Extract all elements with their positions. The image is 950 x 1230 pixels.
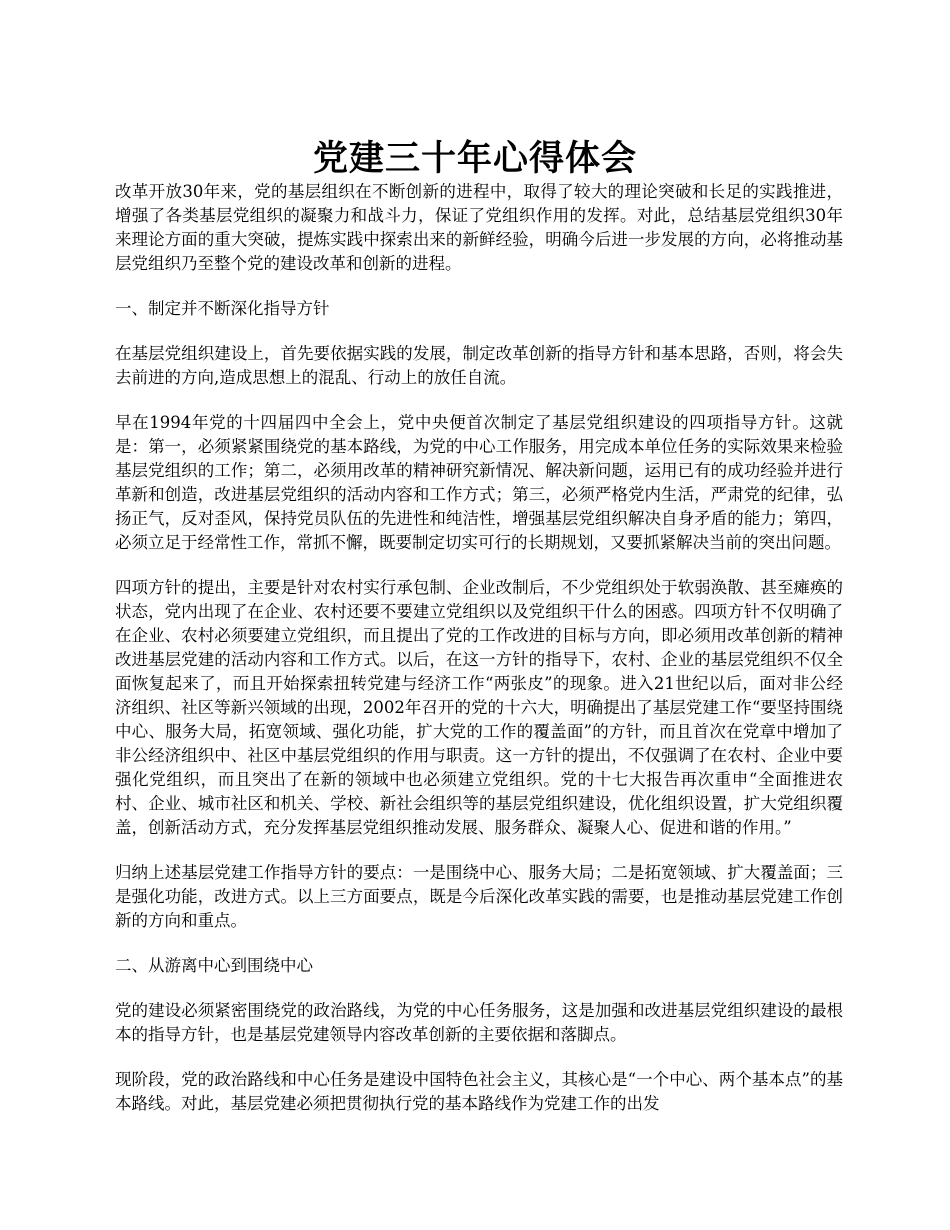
paragraph-intro: 改革开放30年来，党的基层组织在不断创新的进程中，取得了较大的理论突破和长足的实践推进，增强了各类基层党组织的凝聚力和战斗力，保证了党组织作用的发挥。对此，总结基层党组织30年来理论方面的重大突破，提炼实践中探索出来的新鲜经验，明确今后进一步发展的方向，必将推动基层党组织乃至整个党的建设改革和创新的进程。 [115, 182, 843, 273]
paragraph: 归纳上述基层党建工作指导方针的要点：一是围绕中心、服务大局；二是拓宽领域、扩大覆盖面；三是强化功能，改进方式。以上三方面要点，既是今后深化改革实践的需要，也是推动基层党建工作创新的方向和重点。 [115, 863, 843, 930]
paragraph: 四项方针的提出，主要是针对农村实行承包制、企业改制后，不少党组织处于软弱涣散、甚至瘫痪的状态，党内出现了在企业、农村还要不要建立党组织以及党组织干什么的困惑。四项方针不仅明确了在企业、农村必须要建立党组织，而且提出了党的工作改进的目标与方向，即必须用改革创新的精神改进基层党建的活动内容和工作方式。以后，在这一方针的指导下，农村、企业的基层党组织不仅全面恢复起来了，而且开始探索扭转党建与经济工作“两张皮”的现象。进入21世纪以后，面对非公经济组织、社区等新兴领域的出现，2002年召开的党的十六大，明确提出了基层党建工作“要坚持围绕中心、服务大局，拓宽领域、强化功能，扩大党的工作的覆盖面”的方针，而且首次在党章中增加了非公经济组织中、社区中基层党组织的作用与职责。这一方针的提出，不仅强调了在农村、企业中要强化党组织，而且突出了在新的领域中也必须建立党组织。党的十七大报告再次重申“全面推进农村、企业、城市社区和机关、学校、新社会组织等的基层党组织建设，优化组织设置，扩大党组织覆盖，创新活动方式，充分发挥基层党组织推动发展、服务群众、凝聚人心、促进和谐的作用。” [115, 578, 843, 837]
page-title: 党建三十年心得体会 [312, 138, 637, 180]
section-heading-2: 二、从游离中心到围绕中心 [115, 956, 313, 975]
section-heading-1: 一、制定并不断深化指导方针 [115, 299, 330, 318]
paragraph: 现阶段，党的政治路线和中心任务是建设中国特色社会主义，其核心是“一个中心、两个基本点”的基本路线。对此，基层党建必须把贯彻执行党的基本路线作为党建工作的出发 [115, 1070, 843, 1113]
paragraph: 在基层党组织建设上，首先要依据实践的发展，制定改革创新的指导方针和基本思路，否则，将会失去前进的方向,造成思想上的混乱、行动上的放任自流。 [115, 344, 843, 387]
paragraph: 党的建设必须紧密围绕党的政治路线，为党的中心任务服务，这是加强和改进基层党组织建设的最根本的指导方针，也是基层党建领导内容改革创新的主要依据和落脚点。 [115, 1001, 843, 1044]
paragraph: 早在1994年党的十四届四中全会上，党中央便首次制定了基层党组织建设的四项指导方针。这就是：第一，必须紧紧围绕党的基本路线，为党的中心工作服务，用完成本单位任务的实际效果来检验基层党组织的工作；第二，必须用改革的精神研究新情况、解决新问题，运用已有的成功经验并进行革新和创造，改进基层党组织的活动内容和工作方式；第三，必须严格党内生活，严肃党的纪律，弘扬正气，反对歪风，保持党员队伍的先进性和纯洁性，增强基层党组织解决自身矛盾的能力；第四，必须立足于经常性工作，常抓不懈，既要制定切实可行的长期规划，又要抓紧解决当前的突出问题。 [115, 413, 843, 552]
document-body [115, 180, 843, 1137]
